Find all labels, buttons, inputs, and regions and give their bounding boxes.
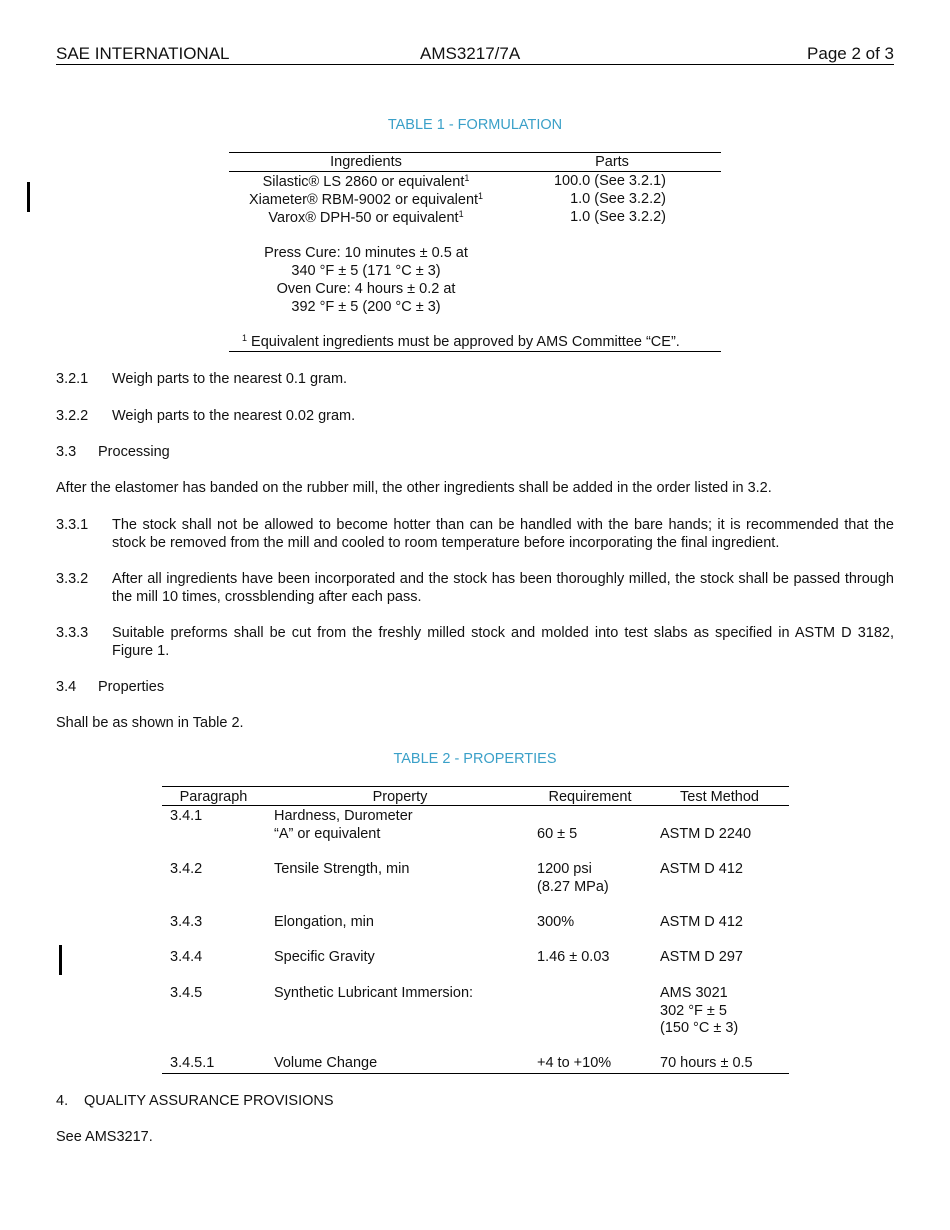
table2-requirement-line: 1.46 ± 0.03 bbox=[537, 949, 610, 965]
table2-test-method bbox=[660, 1055, 753, 1073]
change-bar bbox=[27, 182, 30, 212]
table1-parts: 1.0 (See 3.2.2) bbox=[570, 191, 666, 207]
para-3-3-3-text: Suitable preforms shall be cut from the freshly milled stock and molded into test slabs as specified in ASTM D 3182, Figure 1. bbox=[112, 625, 894, 659]
table2-test-method bbox=[660, 914, 743, 932]
table2-requirement-line: 1200 psi bbox=[537, 861, 592, 877]
table2-property bbox=[274, 985, 473, 1003]
para-3-2-2-number: 3.2.2 bbox=[56, 408, 89, 424]
table2-paragraph: 3.4.5.1 bbox=[170, 1055, 215, 1071]
table1-header-ingredients: Ingredients bbox=[330, 154, 402, 170]
table2-property-line: Hardness, Durometer bbox=[274, 808, 413, 824]
table2-requirement-line: (8.27 MPa) bbox=[537, 878, 609, 895]
para-3-3-number: 3.3 bbox=[56, 444, 77, 460]
ingredient-footnote-mark: 1 bbox=[478, 191, 484, 201]
ingredient-name: Xiameter® RBM-9002 or equivalent bbox=[248, 192, 479, 208]
table1-cure-line: Press Cure: 10 minutes ± 0.5 at bbox=[264, 245, 468, 261]
table1-title: TABLE 1 - FORMULATION bbox=[387, 117, 563, 133]
table2-property-line: Tensile Strength, min bbox=[274, 861, 410, 877]
table2-requirement bbox=[537, 1055, 611, 1073]
para-3-2-1-number: 3.2.1 bbox=[56, 371, 89, 387]
table1-parts: 100.0 (See 3.2.1) bbox=[553, 173, 666, 189]
table1-ingredient bbox=[229, 191, 503, 208]
table2-test-method-line: AMS 3021 bbox=[660, 985, 728, 1001]
table2-paragraph: 3.4.1 bbox=[170, 808, 203, 824]
table1-formulation bbox=[229, 152, 721, 352]
header-page-number: Page 2 of 3 bbox=[807, 44, 894, 63]
section-4-number: 4. bbox=[56, 1093, 69, 1109]
table2-property-line: Volume Change bbox=[274, 1055, 378, 1071]
para-3-3-1-number: 3.3.1 bbox=[56, 517, 89, 533]
para-3-3-2-number: 3.3.2 bbox=[56, 571, 89, 587]
table2-test-method-line: 70 hours ± 0.5 bbox=[660, 1055, 753, 1071]
ingredient-name: Varox® DPH-50 or equivalent bbox=[268, 210, 459, 226]
table2-test-method bbox=[660, 826, 751, 844]
table2-requirement-line: 300% bbox=[537, 914, 575, 930]
header-org: SAE INTERNATIONAL bbox=[56, 44, 230, 63]
table2-test-method bbox=[660, 985, 738, 1038]
table2-paragraph: 3.4.5 bbox=[170, 985, 203, 1001]
para-3-3-body: After the elastomer has banded on the rubber mill, the other ingredients shall be added in the order listed in 3.2. bbox=[56, 480, 772, 496]
table1-footnote bbox=[242, 333, 680, 350]
table2-requirement bbox=[537, 826, 577, 844]
table2-paragraph: 3.4.2 bbox=[170, 861, 203, 877]
table2-test-method-line: (150 °C ± 3) bbox=[660, 1020, 739, 1036]
table1-cure-line: 340 °F ± 5 (171 °C ± 3) bbox=[291, 263, 441, 279]
table2-property-line: Specific Gravity bbox=[274, 949, 375, 965]
table2-requirement bbox=[537, 914, 574, 932]
ingredient-name: Silastic® LS 2860 or equivalent bbox=[262, 174, 465, 190]
table2-test-method-line: ASTM D 2240 bbox=[660, 825, 752, 842]
table2-properties bbox=[162, 786, 789, 1074]
table2-header-requirement: Requirement bbox=[548, 789, 632, 805]
table2-header-test-method: Test Method bbox=[680, 789, 759, 805]
table2-property bbox=[274, 949, 375, 967]
table2-paragraph: 3.4.4 bbox=[170, 949, 203, 965]
table1-parts: 1.0 (See 3.2.2) bbox=[570, 209, 666, 225]
table2-property-line: “A” or equivalent bbox=[274, 825, 381, 842]
page-header bbox=[56, 44, 894, 65]
table2-header-property: Property bbox=[372, 789, 428, 805]
table1-ingredient bbox=[229, 173, 503, 190]
section-4-body: See AMS3217. bbox=[56, 1129, 153, 1145]
table2-property-line: Elongation, min bbox=[274, 914, 374, 930]
para-3-2-1-text: Weigh parts to the nearest 0.1 gram. bbox=[112, 371, 348, 387]
table2-requirement bbox=[537, 949, 609, 967]
para-3-3-1-text: The stock shall not be allowed to become hotter than can be handled with the bare hands; it is recommended that the stock be removed from the mill and cooled to room temperature before incorporating the final ingredient. bbox=[112, 517, 894, 551]
header-doc-number: AMS3217/7A bbox=[420, 44, 521, 63]
table2-property bbox=[274, 861, 409, 879]
table1-cure-line: Oven Cure: 4 hours ± 0.2 at bbox=[276, 281, 456, 297]
table2-test-method-line: ASTM D 412 bbox=[660, 861, 743, 877]
para-3-3-3-number: 3.3.3 bbox=[56, 625, 89, 641]
table1-cure-line: 392 °F ± 5 (200 °C ± 3) bbox=[291, 299, 441, 315]
table2-title: TABLE 2 - PROPERTIES bbox=[393, 751, 557, 767]
para-3-4-body: Shall be as shown in Table 2. bbox=[56, 715, 244, 731]
para-3-2-2-text: Weigh parts to the nearest 0.02 gram. bbox=[112, 408, 356, 424]
table2-requirement bbox=[537, 861, 609, 896]
para-3-4-heading: Properties bbox=[98, 679, 165, 695]
section-4-heading: QUALITY ASSURANCE PROVISIONS bbox=[84, 1093, 334, 1109]
table2-paragraph: 3.4.3 bbox=[170, 914, 203, 930]
para-3-4-number: 3.4 bbox=[56, 679, 77, 695]
change-bar bbox=[59, 945, 62, 975]
table2-header-paragraph: Paragraph bbox=[179, 789, 248, 805]
table1-ingredient bbox=[229, 209, 503, 226]
footnote-text: Equivalent ingredients must be approved by AMS Committee “CE”. bbox=[251, 334, 680, 350]
footnote-mark: 1 bbox=[242, 333, 248, 343]
table2-test-method bbox=[660, 861, 743, 879]
table1-header-parts: Parts bbox=[595, 154, 629, 170]
table2-property bbox=[274, 1055, 377, 1073]
table2-property-line: Synthetic Lubricant Immersion: bbox=[274, 985, 474, 1001]
table2-property bbox=[274, 808, 413, 843]
table2-test-method-line: 302 °F ± 5 bbox=[660, 1002, 727, 1019]
table2-test-method bbox=[660, 949, 743, 967]
table2-test-method-line: ASTM D 412 bbox=[660, 914, 743, 930]
table2-test-method-line: ASTM D 297 bbox=[660, 949, 743, 965]
table2-requirement-line: +4 to +10% bbox=[537, 1055, 612, 1071]
table2-requirement-line: 60 ± 5 bbox=[537, 825, 578, 842]
ingredient-footnote-mark: 1 bbox=[458, 209, 464, 219]
para-3-3-2-text: After all ingredients have been incorporated and the stock has been thoroughly milled, the stock shall be passed through the mill 10 times, crossblending after each pass. bbox=[112, 571, 894, 605]
ingredient-footnote-mark: 1 bbox=[464, 173, 470, 183]
para-3-3-heading: Processing bbox=[98, 444, 170, 460]
table2-property bbox=[274, 914, 374, 932]
